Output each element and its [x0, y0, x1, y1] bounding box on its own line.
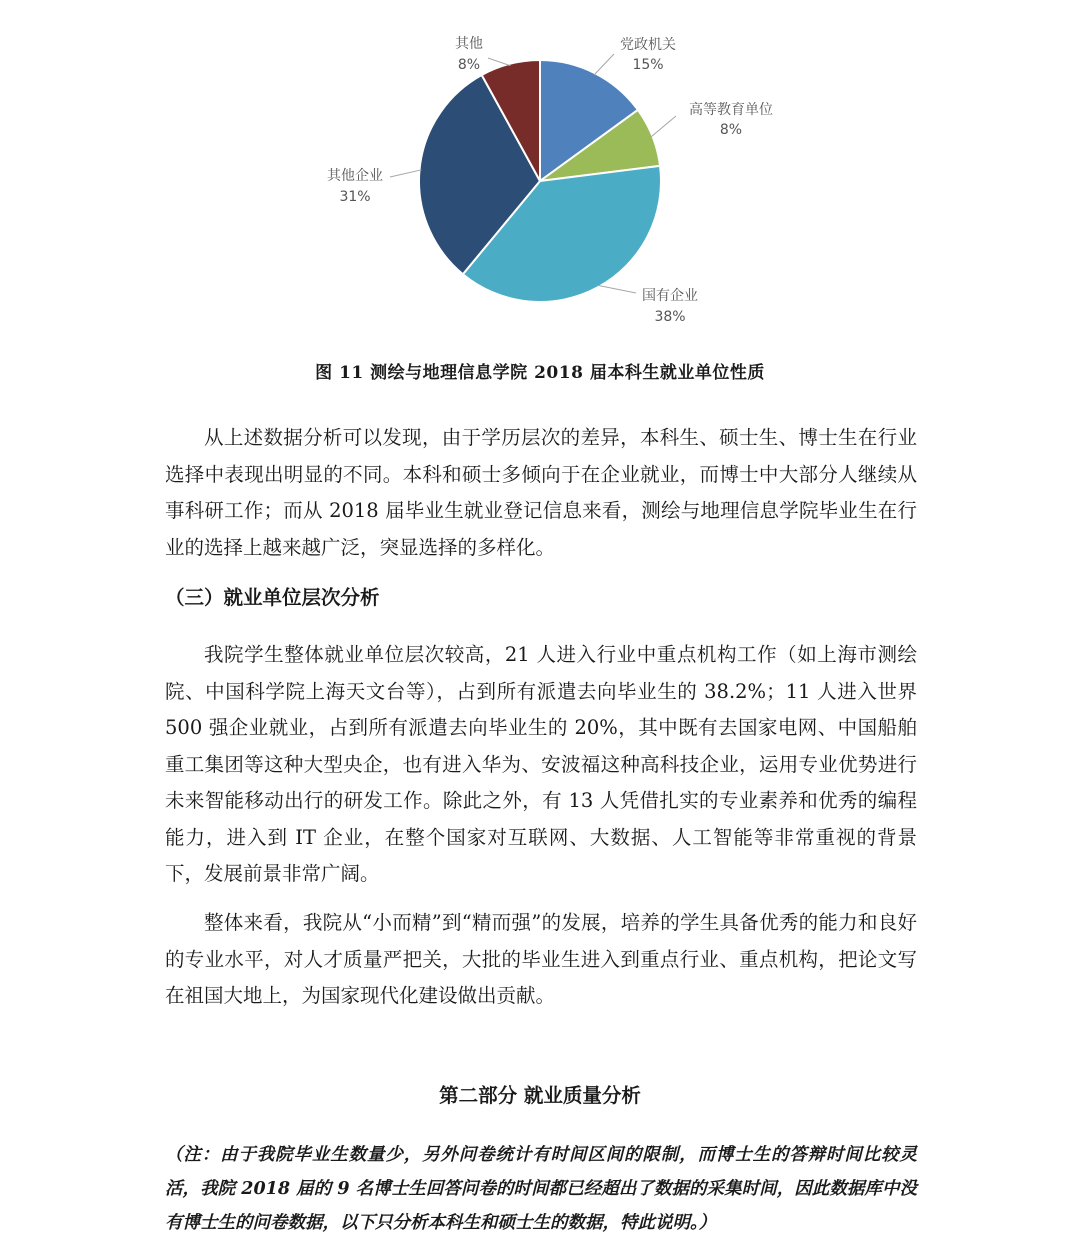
figure-caption: 图 11 测绘与地理信息学院 2018 届本科生就业单位性质 — [315, 363, 765, 383]
pie-chart — [0, 0, 1080, 340]
leader-line — [390, 170, 422, 177]
slice-label: 党政机关 — [620, 37, 676, 53]
note: （注：由于我院毕业生数量少，另外问卷统计有时间区间的限制，而博士生的答辩时间比较灵活，我院 2018 届的 9 名博士生回答问卷的时间都已经超出了数据的采集时间，因此数据库中没有博士生的问卷数据，以下只分析本科生和硕士生的数据，特此说明。） — [165, 1145, 917, 1233]
slice-percent: 15% — [632, 57, 664, 73]
leader-line — [651, 116, 676, 137]
slice-label: 国有企业 — [642, 288, 698, 304]
leader-line — [488, 58, 510, 66]
leader-line — [594, 54, 614, 75]
part-heading: 第二部分 就业质量分析 — [439, 1084, 641, 1107]
leader-line — [597, 285, 636, 293]
paragraph-industry-choice: 从上述数据分析可以发现，由于学历层次的差异，本科生、硕士生、博士生在行业选择中表现出明显的不同。本科和硕士多倾向于在企业就业，而博士中大部分人继续从事科研工作；而从 2018 届毕业生就业登记信息来看，测绘与地理信息学院毕业生在行业的选择上越来越广泛，突显选择的多样化。 — [165, 426, 917, 559]
slice-label: 其他企业 — [327, 168, 383, 184]
section-heading: （三）就业单位层次分析 — [165, 586, 380, 609]
slice-percent: 8% — [719, 122, 743, 138]
slice-percent: 31% — [339, 189, 371, 205]
paragraph-employer-level: 我院学生整体就业单位层次较高，21 人进入行业中重点机构工作（如上海市测绘院、中国科学院上海天文台等），占到所有派遣去向毕业生的 38.2%；11 人进入世界 500 强企业就业，占到所有派遣去向毕业生的 20%，其中既有去国家电网、中国船舶重工集团等这种大型央企，也有进入华为、安波福这种高科技企业，运用专业优势进行未来智能移动出行的研发工作。除此之外，有 13 人凭借扎实的专业素养和优秀的编程能力，进入到 IT 企业，在整个国家对互联网、大数据、人工智能等非常重视的背景下，发展前景非常广阔。 — [165, 643, 917, 885]
slice-label: 其他 — [455, 36, 483, 52]
slice-percent: 8% — [457, 57, 481, 73]
slice-percent: 38% — [654, 309, 686, 325]
slice-label: 高等教育单位 — [689, 102, 773, 118]
paragraph-summary: 整体来看，我院从“小而精”到“精而强”的发展，培养的学生具备优秀的能力和良好的专业水平，对人才质量严把关，大批的毕业生进入到重点行业、重点机构，把论文写在祖国大地上，为国家现代化建设做出贡献。 — [165, 911, 917, 1007]
